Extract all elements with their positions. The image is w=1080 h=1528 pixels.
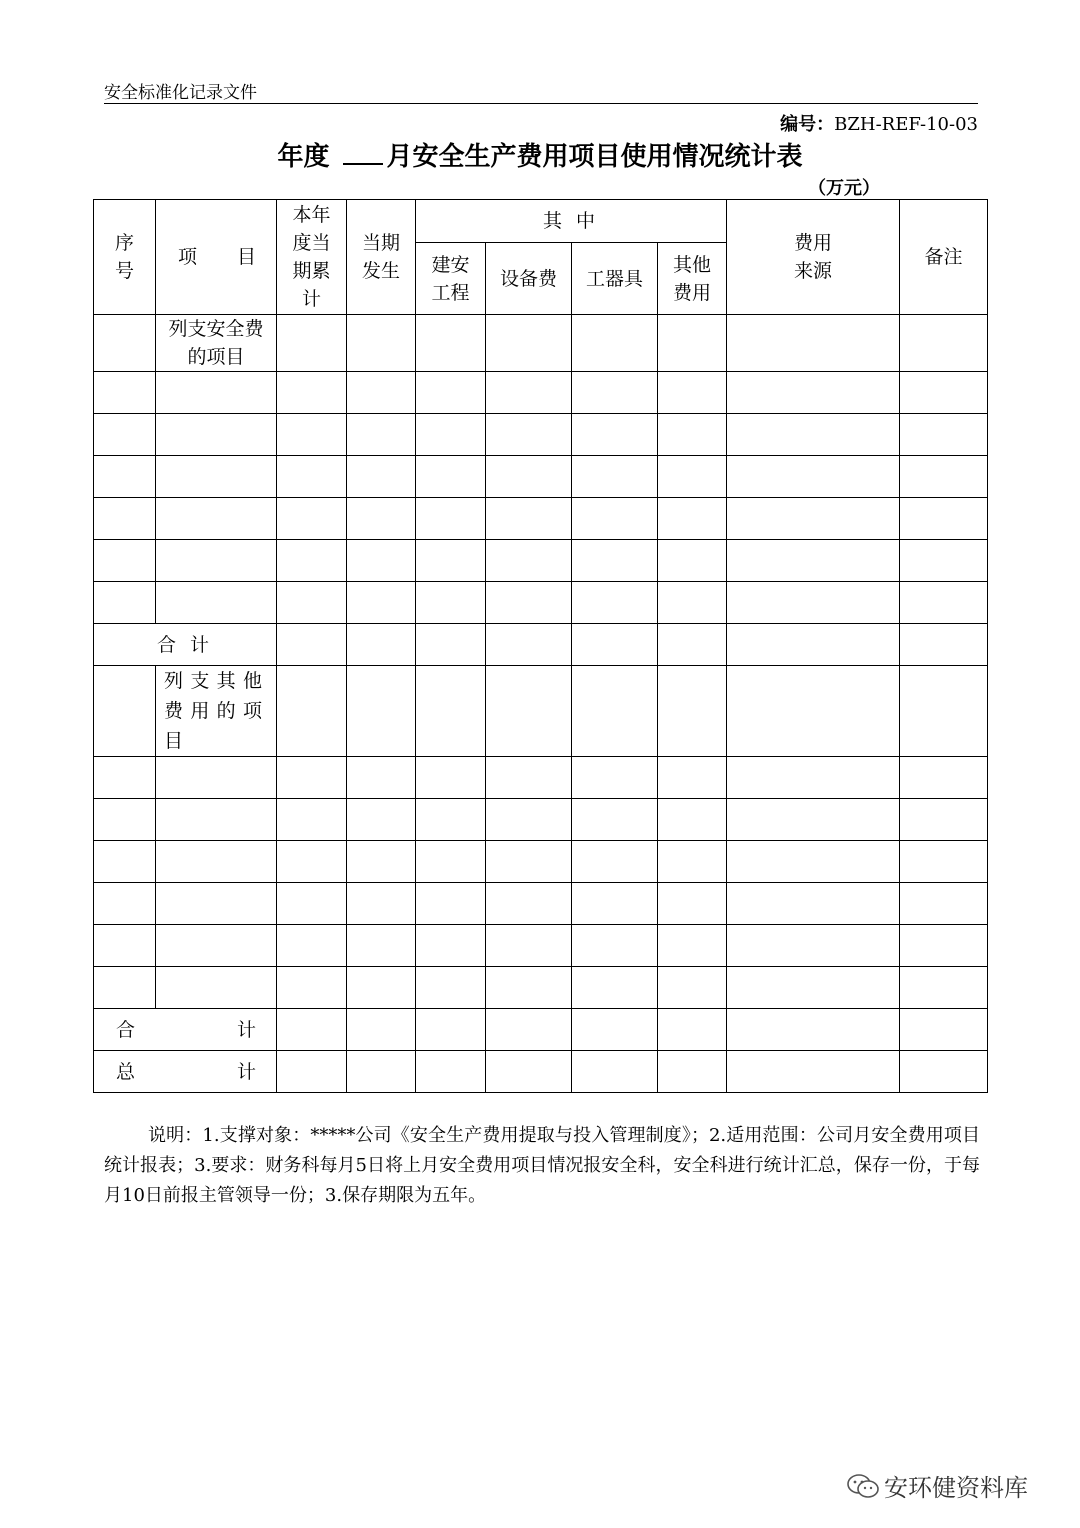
- explanation-note: 说明：1.支撑对象：*****公司《安全生产费用提取与投入管理制度》；2.适用范围：公司月安全费用项目统计报表；3.要求：财务科每月5日将上月安全费用项目情况报安全科，安全科进行统计汇总，保存一份，于每月10日前报主管领导一份；3.保存期限为五年。: [104, 1125, 980, 1206]
- section2-label-row: [94, 666, 988, 757]
- header-other-fee: 其他费用: [658, 243, 727, 315]
- subtotal-label: 合 计: [94, 624, 277, 666]
- watermark-text: 安环健资料库: [884, 1474, 1028, 1502]
- total-label: 总 计: [94, 1051, 277, 1093]
- subtotal2-label: 合 计: [94, 1009, 277, 1051]
- table-row: [94, 372, 988, 414]
- section1-label-row: [94, 315, 988, 372]
- section2-label: 列支其他费用的项目: [156, 666, 277, 757]
- subtotal-row-1: [94, 624, 988, 666]
- table-row: [94, 925, 988, 967]
- document-code-label: 编号：: [780, 114, 835, 135]
- table-row: [94, 414, 988, 456]
- header-construction: 建安工程: [416, 243, 486, 315]
- header-equipment: 设备费: [486, 243, 572, 315]
- header-tools: 工器具: [572, 243, 658, 315]
- header-item: 项 目: [156, 200, 277, 315]
- document-type-header: 安全标准化记录文件: [104, 83, 257, 103]
- table-row: [94, 799, 988, 841]
- title-year-label: 年度: [277, 142, 330, 172]
- table-row: [94, 456, 988, 498]
- expense-table: [93, 199, 988, 1093]
- unit-label: （万元）: [808, 178, 880, 199]
- header-row-1: [94, 200, 988, 243]
- cell: [94, 315, 156, 372]
- table-row: [94, 757, 988, 799]
- header-current: 当期发生: [347, 200, 416, 315]
- header-cumulative: 本年度当期累计: [277, 200, 347, 315]
- header-among: 其 中: [416, 200, 727, 243]
- total-row: [94, 1051, 988, 1093]
- table-row: [94, 540, 988, 582]
- header-seq: 序号: [94, 200, 156, 315]
- title-text: 月安全生产费用项目使用情况统计表: [386, 142, 803, 172]
- table-row: [94, 841, 988, 883]
- subtotal-row-2: [94, 1009, 988, 1051]
- document-code: [780, 110, 978, 136]
- table-row: [94, 582, 988, 624]
- header-rule: [104, 103, 978, 104]
- table-row: [94, 883, 988, 925]
- wechat-icon: [846, 1472, 880, 1500]
- table-row: [94, 498, 988, 540]
- month-blank: [343, 162, 383, 165]
- header-remarks: 备注: [900, 200, 988, 315]
- header-source: 费用来源: [727, 200, 900, 315]
- document-code-value: BZH-REF-10-03: [834, 114, 978, 135]
- form-title: [0, 136, 1080, 173]
- watermark: [846, 1468, 1028, 1503]
- table-row: [94, 967, 988, 1009]
- section1-label: 列支安全费的项目: [156, 315, 277, 372]
